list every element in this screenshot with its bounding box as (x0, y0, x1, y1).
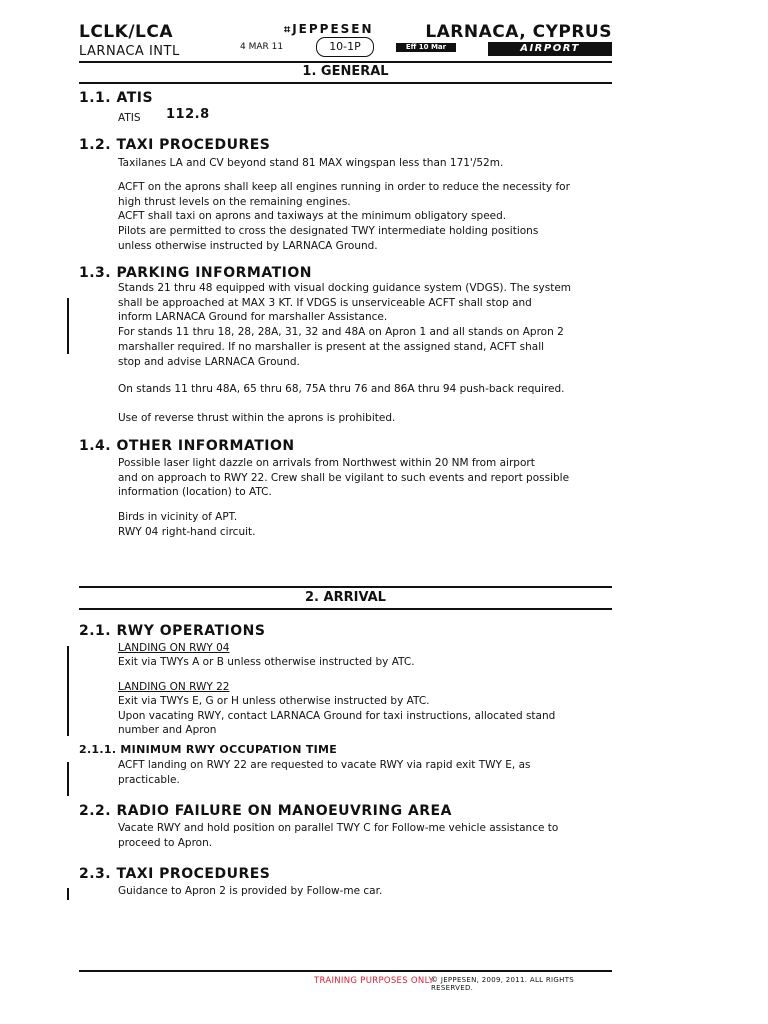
change-bar (67, 762, 69, 796)
location: LARNACA, CYPRUS (425, 22, 612, 42)
airport-ident: LCLK/LCA (79, 22, 173, 42)
heading-rwy-operations: 2.1. RWY OPERATIONS (79, 623, 266, 639)
chart-date: 4 MAR 11 (240, 42, 284, 52)
min-occupation-text: ACFT landing on RWY 22 are requested to vacate RWY via rapid exit TWY E, as practicable. (118, 759, 531, 786)
taxi-text-2: ACFT on the aprons shall keep all engines running in order to reduce the necessity for high thrust levels on the remaining engines. ACFT shall taxi on aprons and taxiways at the minimum obligatory speed. Pilots are permitted to cross the designated TWY intermediate holding positions unless otherwise instructed by LARNACA Ground. (118, 181, 570, 252)
heading-taxi-procedures: 1.2. TAXI PROCEDURES (79, 137, 271, 153)
heading-parking-information: 1.3. PARKING INFORMATION (79, 265, 312, 281)
section-title-arrival: 2. ARRIVAL (305, 590, 386, 605)
heading-other-information: 1.4. OTHER INFORMATION (79, 438, 295, 454)
airport-name: LARNACA INTL (79, 44, 180, 59)
heading-radio-failure: 2.2. RADIO FAILURE ON MANOEUVRING AREA (79, 803, 452, 819)
other-text-1: Possible laser light dazzle on arrivals from Northwest within 20 NM from airport and on approach to RWY 22. Crew shall be vigilant to such events and report possible information (location) to ATC. (118, 457, 570, 499)
landing-rwy04-label: LANDING ON RWY 04 (118, 642, 230, 654)
parking-text-3: Use of reverse thrust within the aprons is prohibited. (118, 412, 396, 424)
effective-date: Eff 10 Mar (396, 43, 456, 52)
copyright: © JEPPESEN, 2009, 2011. ALL RIGHTS RESERVED. (431, 976, 575, 992)
landing-rwy22-label: LANDING ON RWY 22 (118, 681, 230, 693)
section-rule (79, 61, 612, 63)
other-text-2: Birds in vicinity of APT. RWY 04 right-hand circuit. (118, 511, 256, 538)
chart-title: AIRPORT (488, 42, 612, 56)
change-bar (67, 646, 69, 736)
atis-frequency: 112.8 (166, 107, 210, 122)
training-watermark: TRAINING PURPOSES ONLY (314, 976, 434, 986)
parking-text-1: Stands 21 thru 48 equipped with visual docking guidance system (VDGS). The system shall be approached at MAX 3 KT. If VDGS is unserviceable ACFT shall stop and inform LARNACA Ground for marshaller Assistance. For stands 11 thru 18, 28, 28A, 31, 32 and 48A on Apron 1 and all stands on Apron 2 marshaller required. If no marshaller is present at the assigned stand, ACFT shall stop and advise LARNACA Ground. (118, 282, 572, 368)
jeppesen-logo (284, 22, 374, 37)
section-title-general: 1. GENERAL (302, 64, 389, 79)
chart-number: 10-1P (316, 37, 374, 57)
arrival-taxi-text: Guidance to Apron 2 is provided by Follow-me car. (118, 885, 383, 897)
brand-name: JEPPESEN (292, 22, 374, 36)
section-rule (79, 608, 612, 610)
jeppesen-logo-icon: ⌗ (284, 23, 291, 36)
heading-atis: 1.1. ATIS (79, 90, 154, 106)
change-bar (67, 298, 69, 354)
footer (314, 976, 614, 990)
landing-rwy04-text: Exit via TWYs A or B unless otherwise instructed by ATC. (118, 656, 415, 668)
section-rule (79, 586, 612, 588)
atis-label: ATIS (118, 112, 141, 124)
heading-arrival-taxi: 2.3. TAXI PROCEDURES (79, 866, 271, 882)
section-rule (79, 82, 612, 84)
heading-min-occupation: 2.1.1. MINIMUM RWY OCCUPATION TIME (79, 743, 338, 756)
taxi-text-1: Taxilanes LA and CV beyond stand 81 MAX wingspan less than 171'/52m. (118, 157, 504, 169)
parking-text-2: On stands 11 thru 48A, 65 thru 68, 75A thru 76 and 86A thru 94 push-back required. (118, 383, 565, 395)
radio-failure-text: Vacate RWY and hold position on parallel TWY C for Follow-me vehicle assistance to proceed to Apron. (118, 822, 559, 849)
landing-rwy22-text: Exit via TWYs E, G or H unless otherwise instructed by ATC. Upon vacating RWY, contact LARNACA Ground for taxi instructions, allocated stand number and Apron (118, 695, 556, 737)
footer-rule (79, 970, 612, 972)
change-bar (67, 888, 69, 900)
